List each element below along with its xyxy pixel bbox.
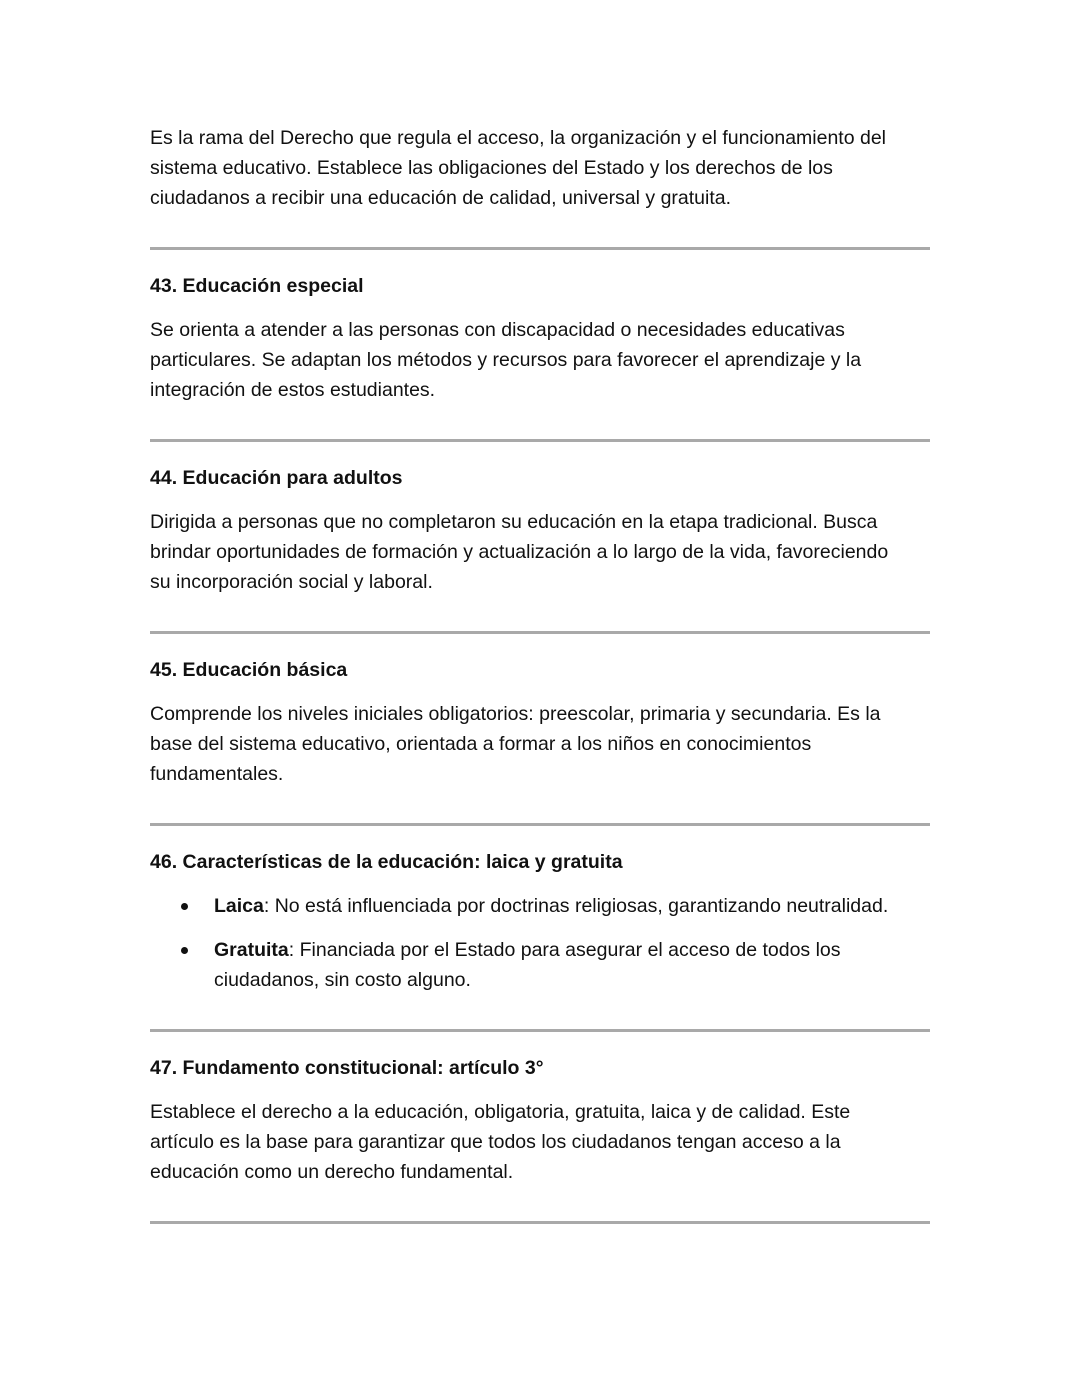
text-line: integración de estos estudiantes. [150,379,436,401]
text-line: Se orienta a atender a las personas con discapacidad o necesidades educativas [150,319,845,341]
section-heading: 47. Fundamento constitucional: artículo 3° [150,1057,544,1079]
text-line: Establece el derecho a la educación, obligatoria, gratuita, laica y de calidad. Este [150,1101,851,1123]
text-line: su incorporación social y laboral. [150,571,433,593]
text-line: educación como un derecho fundamental. [150,1161,514,1183]
text-line: brindar oportunidades de formación y actualización a lo largo de la vida, favoreciendo [150,541,889,563]
text-line: particulares. Se adaptan los métodos y recursos para favorecer el aprendizaje y la [150,349,862,371]
divider [150,823,930,826]
section-heading: 44. Educación para adultos [150,467,403,489]
divider [150,1221,930,1224]
text-line: Es la rama del Derecho que regula el acceso, la organización y el funcionamiento del [150,127,887,149]
text-line: Dirigida a personas que no completaron su educación en la etapa tradicional. Busca [150,511,878,533]
section-heading: 43. Educación especial [150,275,364,297]
divider [150,631,930,634]
text-line: sistema educativo. Establece las obligaciones del Estado y los derechos de los [150,157,833,179]
divider [150,247,930,250]
divider [150,1029,930,1032]
text-line: artículo es la base para garantizar que todos los ciudadanos tengan acceso a la [150,1131,841,1153]
text-line: base del sistema educativo, orientada a formar a los niños en conocimientos [150,733,812,755]
text-line: ciudadanos a recibir una educación de calidad, universal y gratuita. [150,187,732,209]
section-paragraph [150,315,950,405]
intro-paragraph [150,123,950,213]
section-paragraph [150,699,950,789]
section-heading: 45. Educación básica [150,659,348,681]
divider [150,439,930,442]
text-line: ciudadanos, sin costo alguno. [214,969,471,991]
section-heading: 46. Características de la educación: laica y gratuita [150,851,623,873]
text-line: : Financiada por el Estado para asegurar el acceso de todos los [288,939,841,961]
bullet-icon [181,903,188,910]
section-paragraph [150,507,950,597]
text-line: Comprende los niveles iniciales obligatorios: preescolar, primaria y secundaria. Es la [150,703,881,725]
bullet-term: Gratuita [214,939,289,961]
bullet-term: Laica [214,895,264,917]
text-line: fundamentales. [150,763,284,785]
bullet-icon [181,947,188,954]
section-paragraph [150,1097,950,1187]
text-line: : No está influenciada por doctrinas religiosas, garantizando neutralidad. [263,895,889,917]
